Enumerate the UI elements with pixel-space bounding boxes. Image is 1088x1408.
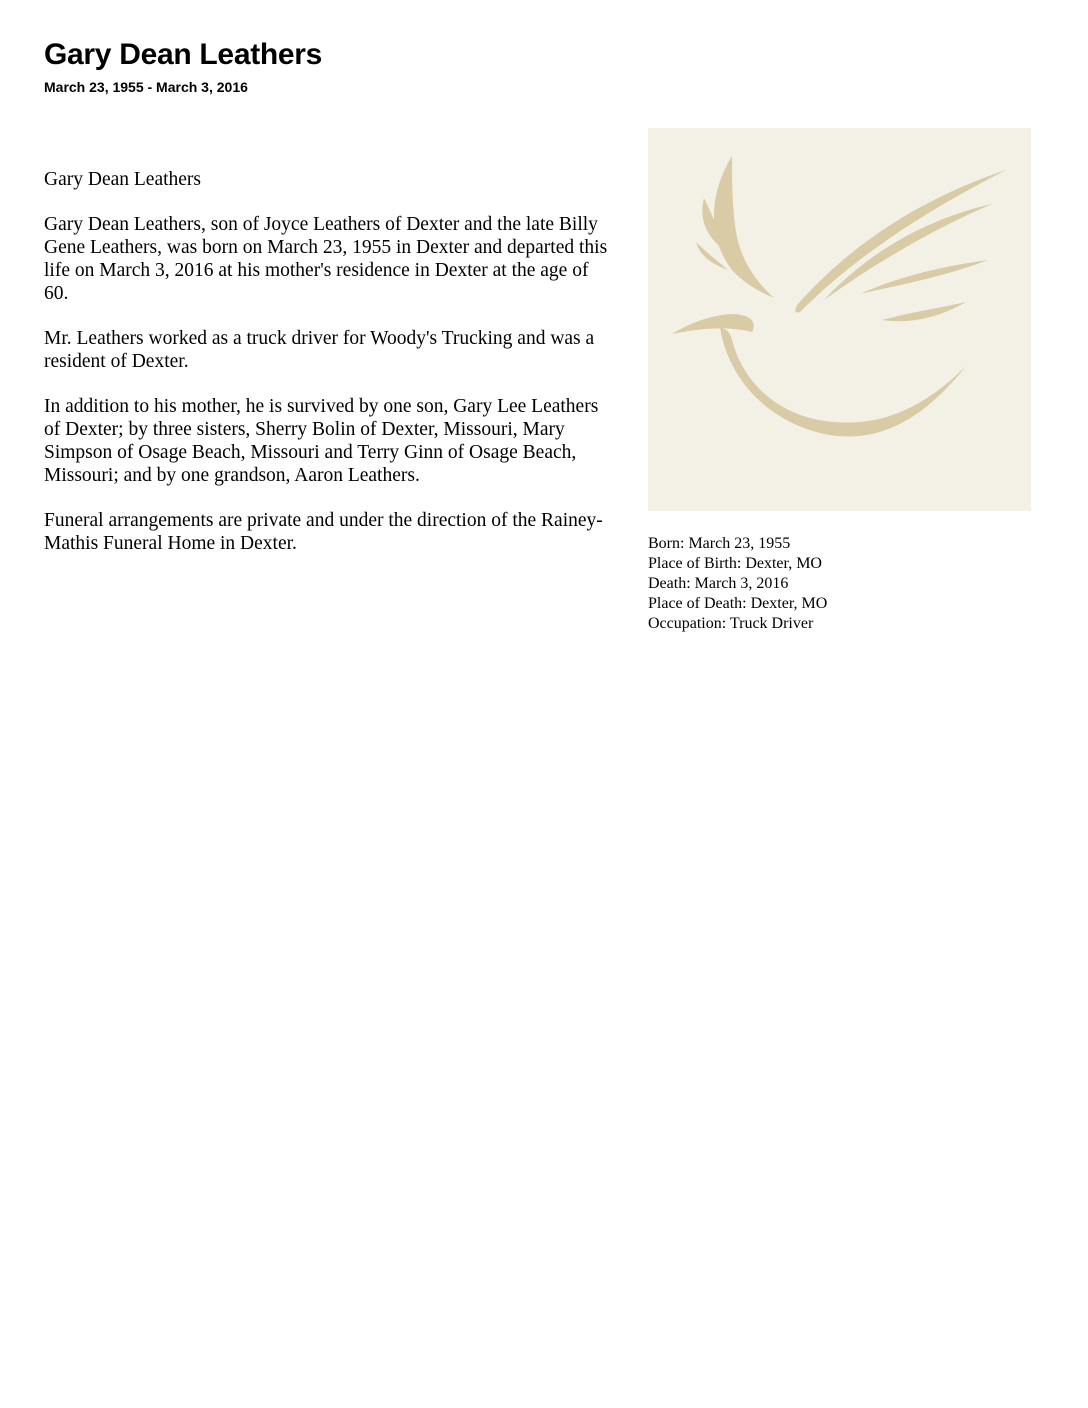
dove-icon <box>648 128 1031 511</box>
obituary-paragraph: Funeral arrangements are private and under the direction of the Rainey-Mathis Funeral Home in Dexter. <box>44 510 603 554</box>
dove-body <box>720 328 966 436</box>
life-dates: March 23, 1955 - March 3, 2016 <box>44 79 248 95</box>
obituary-heading: Gary Dean Leathers <box>44 169 201 190</box>
dove-head <box>672 314 754 334</box>
dove-right-wing-feather <box>882 302 966 321</box>
memorial-image <box>648 128 1031 511</box>
place-of-birth-fact: Place of Birth: Dexter, MO <box>648 555 822 572</box>
occupation-fact: Occupation: Truck Driver <box>648 615 814 632</box>
death-fact: Death: March 3, 2016 <box>648 575 789 592</box>
born-fact: Born: March 23, 1955 <box>648 535 791 552</box>
obituary-paragraph: In addition to his mother, he is survived by one son, Gary Lee Leathers of Dexter; by three sisters, Sherry Bolin of Dexter, Missouri, Mary Simpson of Osage Beach, Missouri and Terry Ginn of Osage Beach, Missouri; and by one grandson, Aaron Leathers. <box>44 396 599 486</box>
obituary-paragraph: Gary Dean Leathers, son of Joyce Leathers of Dexter and the late Billy Gene Leathers, was born on March 23, 1955 in Dexter and departed this life on March 3, 2016 at his mother's residence in Dexter at the age of 60. <box>44 214 608 304</box>
obituary-paragraph: Mr. Leathers worked as a truck driver for Woody's Trucking and was a resident of Dexter. <box>44 328 595 372</box>
place-of-death-fact: Place of Death: Dexter, MO <box>648 595 828 612</box>
obituary-text <box>44 168 614 577</box>
dove-left-wing-feather <box>714 156 774 298</box>
dove-right-wing-feather <box>860 260 988 294</box>
vital-facts <box>648 534 827 634</box>
page-title: Gary Dean Leathers <box>44 38 323 71</box>
